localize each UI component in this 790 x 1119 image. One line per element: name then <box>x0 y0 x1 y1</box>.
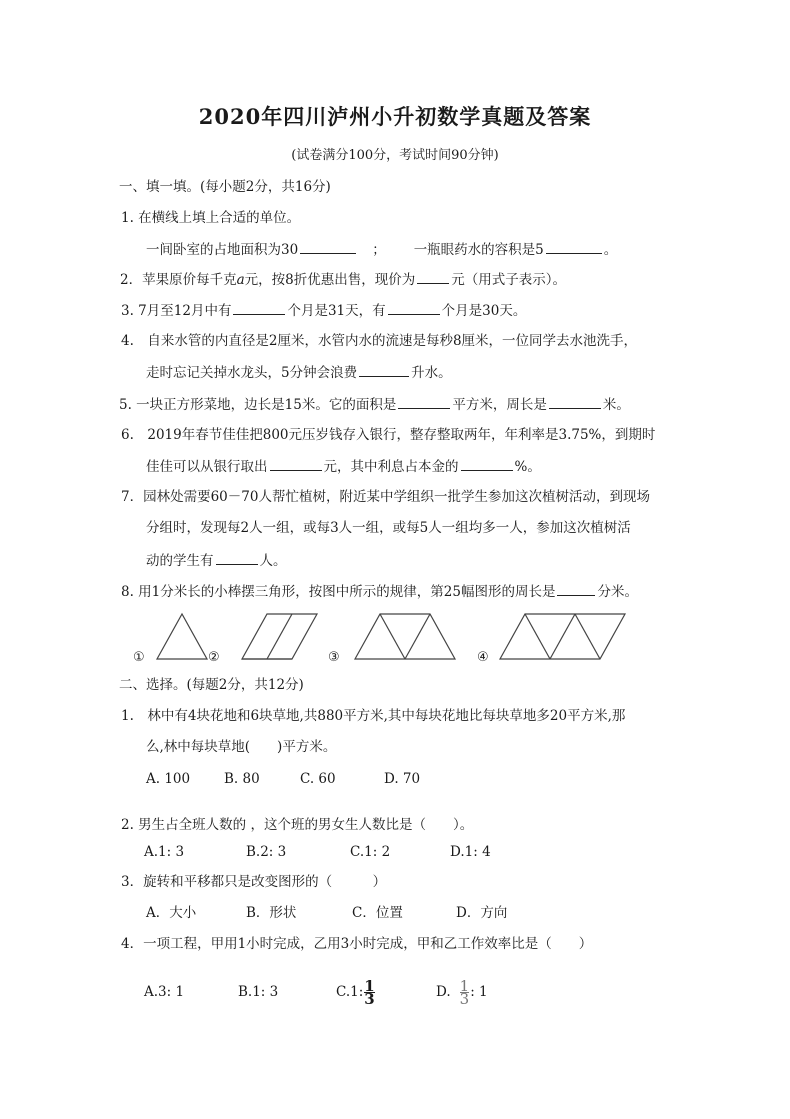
mc2-option-c[interactable]: C.1: 2 <box>350 844 391 860</box>
answer-blank[interactable] <box>398 394 450 409</box>
q2-part-b: 元，按8折优惠出售，现价为 <box>244 272 416 288</box>
mc4-stem: 4．一项工程，甲用1小时完成，乙用3小时完成，甲和乙工作效率比是（ ） <box>121 936 593 952</box>
triangle-pattern-figure <box>0 600 790 670</box>
mc4-option-d-prefix: D. <box>436 984 451 1000</box>
mc4-option-d-suffix: : 1 <box>470 984 488 1000</box>
mc1-options <box>146 769 420 789</box>
mc3-option-b[interactable]: B．形状 <box>246 905 297 921</box>
answer-blank[interactable] <box>549 394 601 409</box>
mc2-option-b[interactable]: B.2: 3 <box>246 844 287 860</box>
q5-part-b: 平方米，周长是 <box>452 397 547 413</box>
q3-part-a: 3. 7月至12月中有 <box>121 303 232 319</box>
mc1-line1: 1. 林中有4块花地和6块草地,共880平方米,其中每块花地比每块草地多20平方米,那 <box>121 708 626 724</box>
q4-line1: 4. 自来水管的内直径是2厘米，水管内水的流速是每秒8厘米，一位同学去水池洗手， <box>121 333 638 349</box>
q2-variable: a <box>236 272 245 288</box>
q2-part-a: 2．苹果原价每千克 <box>120 272 237 288</box>
mc1-option-b[interactable]: B. 80 <box>224 771 260 787</box>
mc3-option-a[interactable]: A．大小 <box>146 905 197 921</box>
figure-label-3: ③ <box>328 650 340 665</box>
answer-blank[interactable] <box>233 300 285 315</box>
q1-end: 。 <box>603 242 618 258</box>
figure-4-triangles <box>500 614 625 659</box>
figure-label-1: ① <box>133 650 145 665</box>
q3-part-b: 个月是31天，有 <box>287 303 386 319</box>
mc3-option-c[interactable]: C．位置 <box>352 905 403 921</box>
mc1-option-a[interactable]: A. 100 <box>146 771 191 787</box>
q4-part-b: 升水。 <box>411 365 452 381</box>
mc4-option-d[interactable] <box>436 978 488 1006</box>
mc2-options <box>144 842 491 862</box>
q8-line <box>121 581 638 602</box>
q4-line2 <box>146 362 452 383</box>
mc4-option-b[interactable]: B.1: 3 <box>238 984 279 1000</box>
answer-blank[interactable] <box>216 550 258 565</box>
q5-part-c: 米。 <box>602 397 630 413</box>
fraction-one-third <box>459 977 470 1008</box>
page-subtitle: (试卷满分100分，考试时间90分钟) <box>291 148 499 163</box>
q7-part-a: 动的学生有 <box>146 553 214 569</box>
mc4-option-a[interactable]: A.3: 1 <box>144 984 185 1000</box>
page-title: 2020年四川泸州小升初数学真题及答案 <box>198 104 592 129</box>
figure-label-2: ② <box>208 650 220 665</box>
mc2-stem: 2. 男生占全班人数的 ，这个班的男女生人数比是（ ）。 <box>121 817 474 833</box>
q5-part-a: 5. 一块正方形菜地，边长是15米。它的面积是 <box>119 397 397 413</box>
q1-separator: ； <box>372 242 386 258</box>
q5-line <box>119 394 630 415</box>
mc1-line2: 么,林中每块草地( )平方米。 <box>146 739 337 755</box>
answer-blank[interactable] <box>359 362 409 377</box>
q3-line <box>121 300 526 321</box>
q1-part-a: 一间卧室的占地面积为30 <box>146 242 299 258</box>
figure-1-triangles <box>157 614 207 659</box>
mc4-option-c[interactable] <box>336 978 436 1006</box>
mc2-option-a[interactable]: A.1: 3 <box>144 844 185 860</box>
section2-heading: 二、选择。(每题2分，共12分) <box>119 677 304 693</box>
mc1-option-c[interactable]: C. 60 <box>300 771 336 787</box>
q6-line1: 6. 2019年春节佳佳把800元压岁钱存入银行，整存整取两年，年利率是3.75%，到期时 <box>121 427 656 443</box>
q3-part-c: 个月是30天。 <box>441 303 527 319</box>
q1-part-b: 一瓶眼药水的容积是5 <box>413 242 544 258</box>
q4-part-a: 走时忘记关掉水龙头，5分钟会浪费 <box>146 365 358 381</box>
mc3-option-d[interactable]: D．方向 <box>456 905 508 921</box>
fraction-numerator: 1 <box>459 977 470 995</box>
answer-blank[interactable] <box>557 581 595 596</box>
fraction-one-third <box>364 977 375 1008</box>
q7-line1: 7．园林处需要60－70人帮忙植树，附近某中学组织一批学生参加这次植树活动，到现场 <box>121 489 650 505</box>
figure-3-triangles <box>355 614 455 659</box>
q8-part-a: 8. 用1分米长的小棒摆三角形，按图中所示的规律，第25幅图形的周长是 <box>121 584 556 600</box>
q1-prompt: 1. 在横线上填上合适的单位。 <box>121 210 301 226</box>
section1-heading: 一、填一填。(每小题2分，共16分) <box>119 179 331 195</box>
q6-part-a: 佳佳可以从银行取出 <box>146 459 268 475</box>
mc2-option-d[interactable]: D.1: 4 <box>450 844 491 860</box>
answer-blank[interactable] <box>300 239 356 254</box>
fraction-numerator: 1 <box>364 977 375 995</box>
q7-line2: 分组时，发现每2人一组，或每3人一组，或每5人一组均多一人，参加这次植树活 <box>146 520 631 536</box>
answer-blank[interactable] <box>546 239 602 254</box>
figure-label-4: ④ <box>477 650 489 665</box>
answer-blank[interactable] <box>388 300 440 315</box>
mc3-stem: 3．旋转和平移都只是改变图形的（ ） <box>121 874 387 890</box>
q6-line2 <box>146 456 541 477</box>
answer-blank[interactable] <box>461 456 513 471</box>
q2-part-c: 元（用式子表示）。 <box>451 272 566 288</box>
answer-blank[interactable] <box>270 456 322 471</box>
answer-blank[interactable] <box>417 269 449 284</box>
q6-part-c: %。 <box>514 459 541 475</box>
q7-part-b: 人。 <box>259 553 287 569</box>
mc3-options <box>146 903 507 923</box>
q8-part-b: 分米。 <box>597 584 638 600</box>
q1-line <box>146 239 617 260</box>
mc1-option-d[interactable]: D. 70 <box>384 771 421 787</box>
q2-line <box>120 269 566 290</box>
fraction-denominator: 3 <box>459 990 470 1008</box>
mc4-options <box>144 978 488 1018</box>
q7-line3 <box>146 550 287 571</box>
q6-part-b: 元，其中利息占本金的 <box>323 459 459 475</box>
fraction-denominator: 3 <box>364 990 375 1008</box>
figure-2-triangles <box>242 614 317 659</box>
mc4-option-c-prefix: C.1: <box>336 984 364 1000</box>
